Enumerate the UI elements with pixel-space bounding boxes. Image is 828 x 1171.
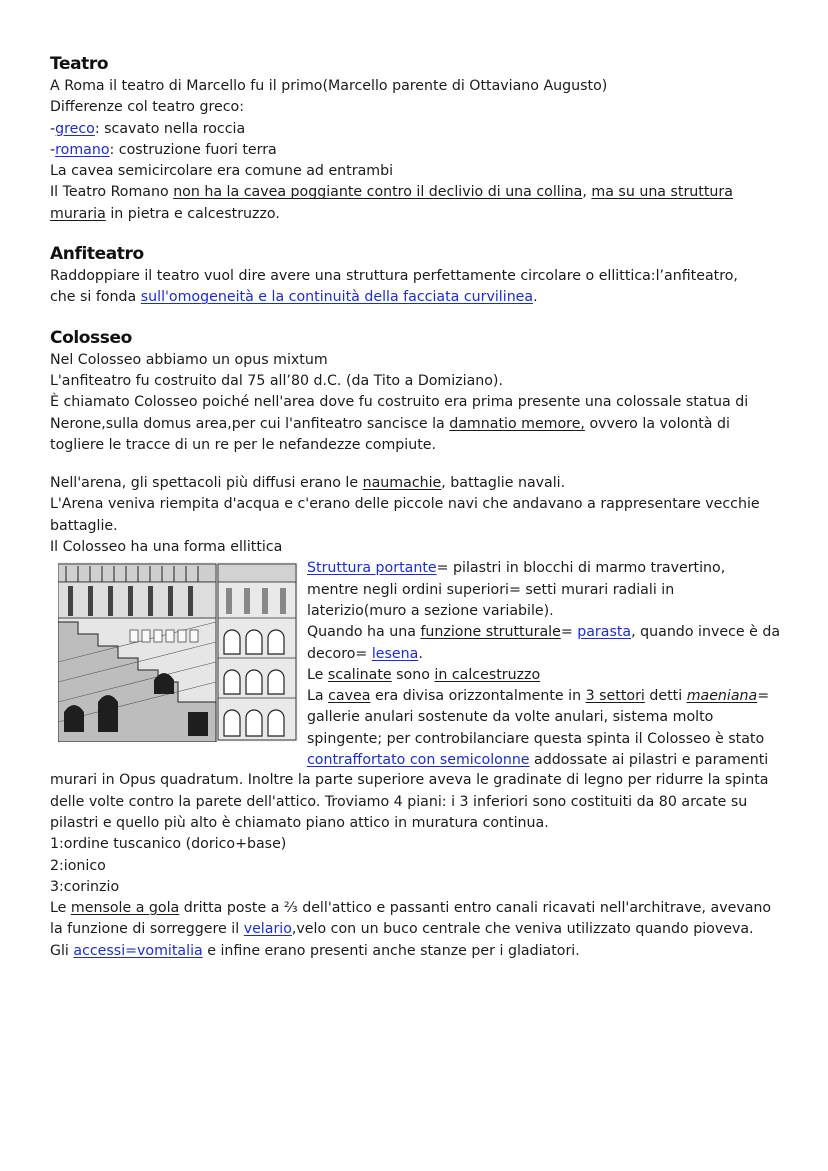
text-line: la funzione di sorreggere il velario,velo con un buco centrale che veniva utilizzato quando pioveva. bbox=[50, 921, 754, 938]
text-line: murari in Opus quadratum. Inoltre la parte superiore aveva le gradinate di legno per ridurre la spinta bbox=[50, 772, 769, 789]
heading-teatro: Teatro bbox=[50, 54, 109, 74]
document-body bbox=[50, 52, 790, 962]
text-line: Gli accessi=vomitalia e infine erano presenti anche stanze per i gladiatori. bbox=[50, 942, 580, 959]
text-line: pilastri e quello più alto è chiamato piano attico in muratura continua. bbox=[50, 814, 549, 831]
text-line: Il Colosseo ha una forma ellittica bbox=[50, 539, 283, 556]
link-romano[interactable]: romano bbox=[55, 141, 110, 158]
text-line: 2:ionico bbox=[50, 857, 106, 874]
text-line: 1:ordine tuscanico (dorico+base) bbox=[50, 836, 287, 853]
text-line: Nel Colosseo abbiamo un opus mixtum bbox=[50, 351, 328, 368]
text-line: Le mensole a gola dritta poste a ⅔ dell'attico e passanti entro canali ricavati nell'architrave, avevano bbox=[50, 900, 772, 917]
text-line: battaglie. bbox=[50, 517, 118, 534]
text-line: muraria in pietra e calcestruzzo. bbox=[50, 205, 280, 222]
link-vomitalia[interactable]: accessi=vomitalia bbox=[73, 942, 203, 959]
text-line: A Roma il teatro di Marcello fu il primo(Marcello parente di Ottaviano Augusto) bbox=[50, 78, 608, 94]
text-line: La cavea semicircolare era comune ad entrambi bbox=[50, 163, 394, 180]
text-line: È chiamato Colosseo poiché nell'area dove fu costruito era prima presente una colossale statua di bbox=[50, 394, 749, 411]
link-parasta[interactable]: parasta bbox=[577, 624, 632, 641]
text-line: Differenze col teatro greco: bbox=[50, 99, 245, 116]
heading-anfiteatro: Anfiteatro bbox=[50, 244, 144, 265]
link-velario[interactable]: velario bbox=[243, 921, 292, 938]
link-contraffortato[interactable]: contraffortato con semicolonne bbox=[307, 752, 530, 769]
link-struttura-portante[interactable]: Struttura portante bbox=[307, 560, 437, 577]
text-line: Nerone,sulla domus area,per cui l'anfiteatro sancisce la damnatio memore, ovvero la volontà di bbox=[50, 415, 730, 432]
text-line: -greco: scavato nella roccia bbox=[50, 120, 246, 137]
text-line: L'anfiteatro fu costruito dal 75 all’80 d.C. (da Tito a Domiziano). bbox=[50, 372, 503, 389]
link-greco[interactable]: greco bbox=[55, 120, 95, 137]
colosseum-section-drawing-icon bbox=[58, 562, 298, 742]
text-line: delle volte contro la parete dell'attico. Troviamo 4 piani: i 3 inferiori sono costituiti da 80 arcate su bbox=[50, 793, 748, 810]
text-line: che si fonda sull'omogeneità e la continuità della facciata curvilinea. bbox=[50, 289, 538, 306]
text-line: L'Arena veniva riempita d'acqua e c'erano delle piccole navi che andavano a rappresentare vecchie bbox=[50, 496, 760, 513]
text-line: Nell'arena, gli spettacoli più diffusi erano le naumachie, battaglie navali. bbox=[50, 475, 566, 492]
text-line: -romano: costruzione fuori terra bbox=[50, 141, 277, 158]
figure-row bbox=[50, 558, 790, 770]
text-line: Il Teatro Romano non ha la cavea poggiante contro il declivio di una collina, ma su una struttura bbox=[50, 184, 733, 201]
figure-text: Struttura portante= pilastri in blocchi di marmo travertino, mentre negli ordini superiori= setti murari radiali in laterizio(muro a sezione variabile). Quando ha una funzione strutturale= parasta, quando invece è da decoro= lesena. Le scalinate sono in calcestruzzo La cavea era divisa orizzontalmente in 3 settori detti maeniana= gallerie anulari sostenute da volte anulari, sistema molto spingente; per controbilanciare questa spinta il Colosseo è stato contraffortato con semicolonne addossate ai pilastri e paramenti bbox=[307, 560, 781, 769]
link-lesena[interactable]: lesena bbox=[371, 645, 419, 662]
text-line: Raddoppiare il teatro vuol dire avere una struttura perfettamente circolare o ellittica:l’anfiteatro, bbox=[50, 268, 738, 285]
text-line: togliere le tracce di un re per le nefandezze compiute. bbox=[50, 436, 437, 453]
text-line: 3:corinzio bbox=[50, 878, 120, 895]
heading-colosseo: Colosseo bbox=[50, 327, 132, 348]
link-facciata-curvilinea[interactable]: sull'omogeneità e la continuità della facciata curvilinea bbox=[140, 289, 534, 306]
